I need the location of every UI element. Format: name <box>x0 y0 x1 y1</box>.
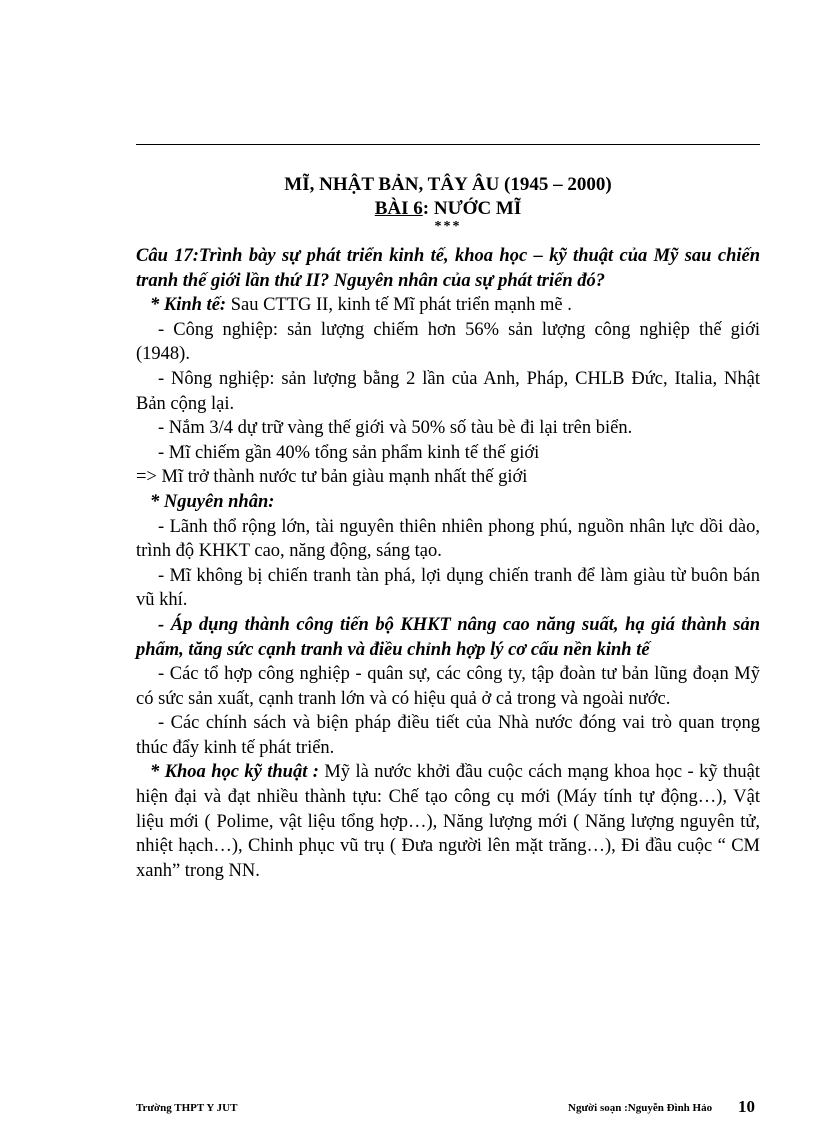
economy-label: * Kinh tế: <box>150 295 227 316</box>
economy-item-industry: - Công nghiệp: sản lượng chiếm hơn 56% sản lượng công nghiệp thế giới (1948). <box>136 319 760 365</box>
cause-item-territory: - Lãnh thổ rộng lớn, tài nguyên thiên nhiên phong phú, nguồn nhân lực dồi dào, trình độ KHKT cao, năng động, sáng tạo. <box>136 516 760 562</box>
lesson-title <box>136 198 760 220</box>
cause-highlight: - Áp dụng thành công tiến bộ KHKT nâng cao năng suất, hạ giá thành sản phẩm, tăng sức cạnh tranh và điều chỉnh hợp lý cơ cấu nền kinh tế <box>136 614 760 660</box>
economy-intro: Sau CTTG II, kinh tế Mĩ phát triển mạnh mẽ . <box>226 295 572 316</box>
science-text: Mỹ là nước khởi đầu cuộc cách mạng khoa học - kỹ thuật hiện đại và đạt nhiều thành tựu: Chế tạo công cụ mới (Máy tính tự động…), Vật liệu mới ( Polime, vật liệu tổng hợp…), Năng lượng mới ( Năng lượng nguyên tử, nhiệt hạch…), Chinh phục vũ trụ ( Đưa người lên mặt trăng…), Đi đầu cuộc “ CM xanh” trong NN. <box>136 762 761 881</box>
cause-item-policy: - Các chính sách và biện pháp điều tiết của Nhà nước đóng vai trò quan trọng thúc đẩy kinh tế phát triển. <box>136 713 760 758</box>
lesson-label: BÀI 6 <box>374 198 423 219</box>
page-number: 10 <box>738 1097 755 1116</box>
question-heading: Câu 17:Trình bày sự phát triển kinh tế, khoa học – kỹ thuật của Mỹ sau chiến tranh thế giới lần thứ II? Nguyên nhân của sự phát triển đó? <box>136 246 760 291</box>
chapter-title: MĨ, NHẬT BẢN, TÂY ÂU (1945 – 2000) <box>284 174 612 195</box>
economy-item-gdp: - Mĩ chiếm gần 40% tổng sản phẩm kinh tế thế giới <box>158 442 540 463</box>
footer-author: Người soạn :Nguyễn Đình Hảo <box>568 1102 713 1114</box>
causes-label: * Nguyên nhân: <box>150 491 275 512</box>
economy-item-gold: - Nắm 3/4 dự trữ vàng thế giới và 50% số tàu bè đi lại trên biển. <box>158 418 633 439</box>
cause-item-war: - Mĩ không bị chiến tranh tàn phá, lợi dụng chiến tranh để làm giàu từ buôn bán vũ khí. <box>136 565 760 611</box>
cause-item-corporations: - Các tổ hợp công nghiệp - quân sự, các công ty, tập đoàn tư bản lũng đoạn Mỹ có sức sản xuất, cạnh tranh lớn và có hiệu quả ở cả trong và ngoài nước. <box>136 664 760 709</box>
document-body <box>136 244 760 883</box>
footer-school: Trường THPT Y JUT <box>136 1102 238 1114</box>
economy-conclusion: => Mĩ trở thành nước tư bản giàu mạnh nhất thế giới <box>136 467 528 488</box>
header-rule <box>136 144 760 145</box>
stars-divider: *** <box>434 219 462 234</box>
science-label: * Khoa học kỹ thuật : <box>150 762 319 783</box>
economy-paragraph <box>136 293 760 318</box>
science-paragraph <box>136 760 760 883</box>
lesson-separator: : <box>422 198 430 219</box>
lesson-name: NƯỚC MĨ <box>429 198 522 219</box>
economy-item-agriculture: - Nông nghiệp: sản lượng bằng 2 lần của Anh, Pháp, CHLB Đức, Italia, Nhật Bản cộng lại. <box>136 368 760 414</box>
